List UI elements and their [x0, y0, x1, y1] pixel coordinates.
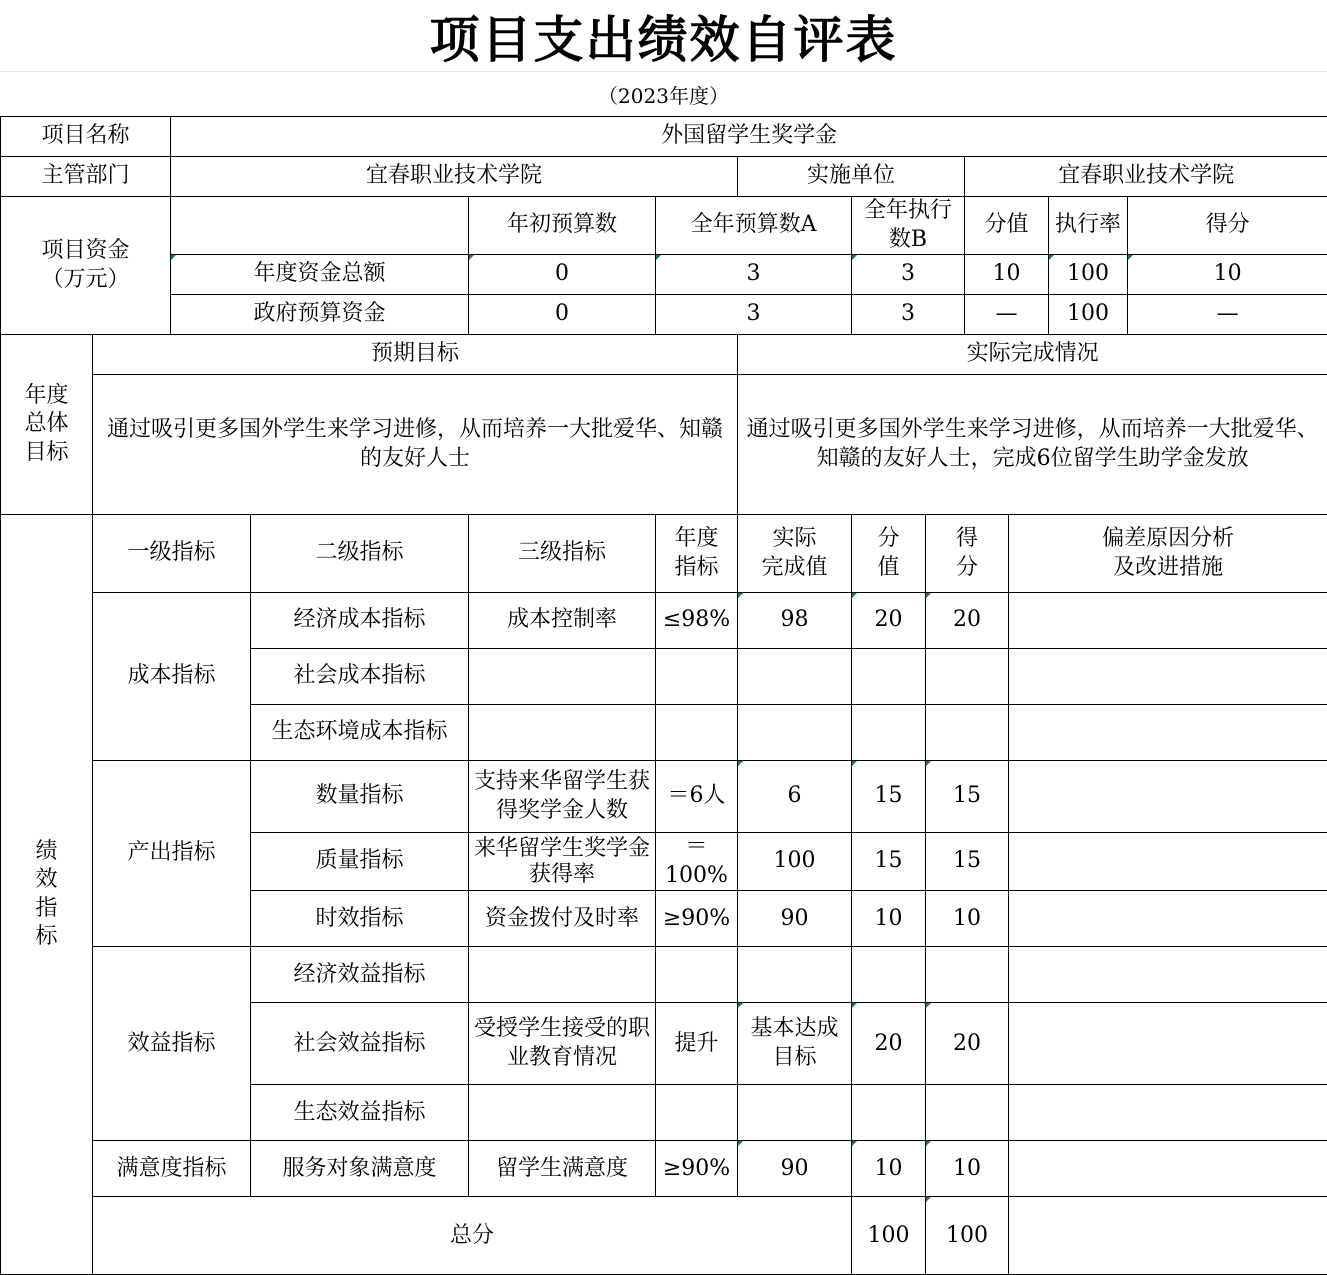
implementer-label: 实施单位 [738, 157, 965, 197]
score-cell [926, 947, 1009, 1003]
funds-label: 项目资金 （万元） [1, 197, 171, 335]
funds-score: 10 [1128, 255, 1327, 295]
fiscal-year: （2023年度） [0, 72, 1327, 117]
indicator-header-row [1, 515, 1327, 593]
actual-cell [738, 1085, 852, 1141]
project-name-label: 项目名称 [1, 117, 171, 157]
score-cell: 10 [926, 891, 1009, 947]
performance-indicators-label: 绩 效 指 标 [1, 515, 93, 1275]
actual-cell: 90 [738, 891, 852, 947]
actual-goal-header: 实际完成情况 [738, 335, 1327, 375]
group-output: 产出指标 [93, 761, 251, 947]
funds-total-row [1, 255, 1327, 295]
value-cell: 20 [852, 1003, 926, 1085]
value-cell: 10 [852, 891, 926, 947]
actual-cell [738, 947, 852, 1003]
deviation-cell [1009, 705, 1327, 761]
expected-goal-header: 预期目标 [93, 335, 738, 375]
header-executed: 全年执行数B [852, 197, 965, 255]
total-score: 100 [926, 1197, 1009, 1275]
table-row [1, 593, 1327, 649]
target-cell: ≥90% [656, 891, 738, 947]
level3-cell: 留学生满意度 [469, 1141, 656, 1197]
funds-row-label: 政府预算资金 [171, 295, 469, 335]
department-label: 主管部门 [1, 157, 171, 197]
target-cell [656, 705, 738, 761]
header-exec-rate: 执行率 [1049, 197, 1128, 255]
header-target: 年度 指标 [656, 515, 738, 593]
funds-annual: 3 [656, 255, 852, 295]
level2-cell: 数量指标 [251, 761, 469, 833]
actual-cell: 6 [738, 761, 852, 833]
total-row [1, 1197, 1327, 1275]
performance-table [0, 116, 1327, 1275]
header-initial-budget: 年初预算数 [469, 197, 656, 255]
actual-cell: 基本达成目标 [738, 1003, 852, 1085]
department-value: 宜春职业技术学院 [171, 157, 738, 197]
level3-cell [469, 705, 656, 761]
level3-cell [469, 649, 656, 705]
total-label: 总分 [93, 1197, 852, 1275]
level3-cell: 资金拨付及时率 [469, 891, 656, 947]
value-cell: 10 [852, 1141, 926, 1197]
header-score: 得分 [1128, 197, 1327, 255]
funds-initial: 0 [469, 255, 656, 295]
funds-executed: 3 [852, 255, 965, 295]
target-cell [656, 947, 738, 1003]
score-cell [926, 705, 1009, 761]
header-level1: 一级指标 [93, 515, 251, 593]
level3-cell: 来华留学生奖学金获得率 [469, 833, 656, 891]
group-cost: 成本指标 [93, 593, 251, 761]
deviation-cell [1009, 1003, 1327, 1085]
actual-cell: 98 [738, 593, 852, 649]
level2-cell: 质量指标 [251, 833, 469, 891]
goals-content-row [1, 375, 1327, 515]
target-cell: ＝100% [656, 833, 738, 891]
deviation-cell [1009, 593, 1327, 649]
actual-cell [738, 649, 852, 705]
level3-cell [469, 947, 656, 1003]
score-cell: 10 [926, 1141, 1009, 1197]
value-cell [852, 705, 926, 761]
funds-gov-row [1, 295, 1327, 335]
value-cell [852, 947, 926, 1003]
actual-cell: 100 [738, 833, 852, 891]
deviation-cell [1009, 891, 1327, 947]
target-cell: ≥90% [656, 1141, 738, 1197]
level2-cell: 时效指标 [251, 891, 469, 947]
level3-cell: 支持来华留学生获得奖学金人数 [469, 761, 656, 833]
annual-goal-label: 年度 总体 目标 [1, 335, 93, 515]
value-cell: 15 [852, 761, 926, 833]
value-cell: 20 [852, 593, 926, 649]
value-cell [852, 649, 926, 705]
level2-cell: 社会成本指标 [251, 649, 469, 705]
level3-cell: 受授学生接受的职业教育情况 [469, 1003, 656, 1085]
value-cell: 15 [852, 833, 926, 891]
score-cell: 20 [926, 593, 1009, 649]
header-level2: 二级指标 [251, 515, 469, 593]
actual-cell [738, 705, 852, 761]
funds-score-value: 10 [965, 255, 1049, 295]
level2-cell: 生态环境成本指标 [251, 705, 469, 761]
funds-exec-rate: 100 [1049, 295, 1128, 335]
deviation-cell [1009, 947, 1327, 1003]
deviation-cell [1009, 761, 1327, 833]
goals-header-row [1, 335, 1327, 375]
score-cell: 15 [926, 761, 1009, 833]
funds-score: — [1128, 295, 1327, 335]
implementer-value: 宜春职业技术学院 [965, 157, 1327, 197]
score-cell [926, 1085, 1009, 1141]
header-score: 得 分 [926, 515, 1009, 593]
funds-row-label: 年度资金总额 [171, 255, 469, 295]
group-satisfaction: 满意度指标 [93, 1141, 251, 1197]
header-annual-budget: 全年预算数A [656, 197, 852, 255]
header-score-value: 分值 [965, 197, 1049, 255]
funds-corner [171, 197, 469, 255]
table-row [1, 947, 1327, 1003]
target-cell: 提升 [656, 1003, 738, 1085]
level3-cell [469, 1085, 656, 1141]
target-cell [656, 1085, 738, 1141]
table-row [1, 761, 1327, 833]
form-title: 项目支出绩效自评表 [0, 0, 1327, 72]
score-cell: 15 [926, 833, 1009, 891]
score-cell [926, 649, 1009, 705]
department-row [1, 157, 1327, 197]
project-name-value: 外国留学生奖学金 [171, 117, 1327, 157]
actual-cell: 90 [738, 1141, 852, 1197]
deviation-cell [1009, 833, 1327, 891]
deviation-cell [1009, 1141, 1327, 1197]
actual-goal-text: 通过吸引更多国外学生来学习进修，从而培养一大批爱华、知赣的友好人士，完成6位留学生助学金发放 [738, 375, 1327, 515]
funds-exec-rate: 100 [1049, 255, 1128, 295]
deviation-cell [1009, 649, 1327, 705]
funds-annual: 3 [656, 295, 852, 335]
funds-score-value: — [965, 295, 1049, 335]
target-cell [656, 649, 738, 705]
funds-header-row [1, 197, 1327, 255]
expected-goal-text: 通过吸引更多国外学生来学习进修，从而培养一大批爱华、知赣的友好人士 [93, 375, 738, 515]
total-blank [1009, 1197, 1327, 1275]
header-level3: 三级指标 [469, 515, 656, 593]
total-value: 100 [852, 1197, 926, 1275]
level3-cell: 成本控制率 [469, 593, 656, 649]
header-actual: 实际 完成值 [738, 515, 852, 593]
target-cell: ＝6人 [656, 761, 738, 833]
level2-cell: 生态效益指标 [251, 1085, 469, 1141]
table-row [1, 1141, 1327, 1197]
value-cell [852, 1085, 926, 1141]
level2-cell: 经济成本指标 [251, 593, 469, 649]
level2-cell: 经济效益指标 [251, 947, 469, 1003]
group-benefit: 效益指标 [93, 947, 251, 1141]
level2-cell: 服务对象满意度 [251, 1141, 469, 1197]
funds-executed: 3 [852, 295, 965, 335]
level2-cell: 社会效益指标 [251, 1003, 469, 1085]
score-cell: 20 [926, 1003, 1009, 1085]
project-name-row [1, 117, 1327, 157]
funds-initial: 0 [469, 295, 656, 335]
header-deviation: 偏差原因分析 及改进措施 [1009, 515, 1327, 593]
header-value: 分 值 [852, 515, 926, 593]
target-cell: ≤98% [656, 593, 738, 649]
deviation-cell [1009, 1085, 1327, 1141]
